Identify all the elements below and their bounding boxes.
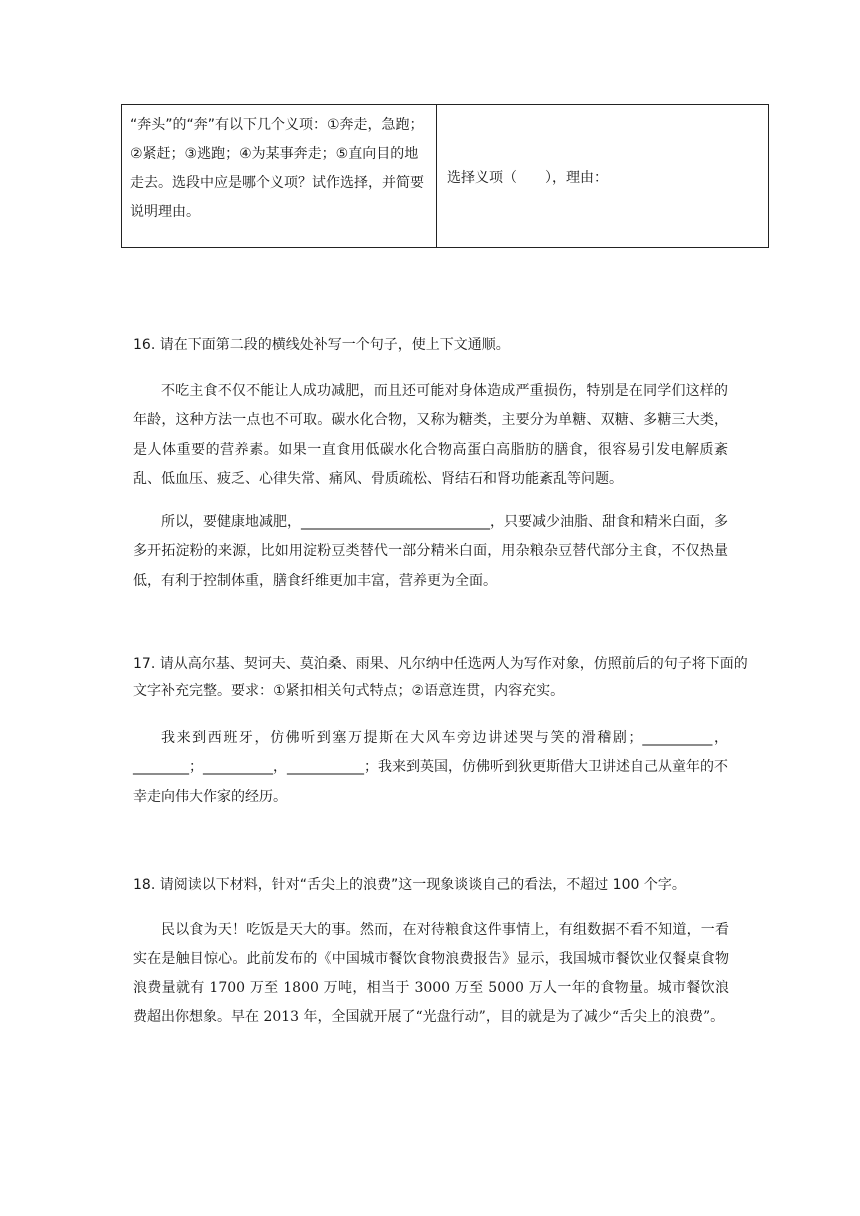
question-table [121, 104, 769, 248]
table-cell-answer [437, 105, 768, 247]
question-17-heading: 17. 请从高尔基、契诃夫、莫泊桑、雨果、凡尔纳中任选两人为写作对象，仿照前后的句子将下面的文字补充完整。要求：①紧扣相关句式特点；②语意连贯，内容充实。 [133, 656, 748, 699]
question-16-paragraph-1: 不吃主食不仅不能让人成功减肥，而且还可能对身体造成严重损伤，特别是在同学们这样的年龄，这种方法一点也不可取。碳水化合物，又称为糖类，主要分为单糖、双糖、多糖三大类，是人体重要的营养素。如果一直食用低碳水化合物高蛋白高脂肪的膳食，很容易引发电解质紊乱、低血压、疲乏、心律失常、痛风、骨质疏松、肾结石和肾功能紊乱等问题。 [133, 383, 728, 487]
question-18-material: 民以食为天！吃饭是天大的事。然而，在对待粮食这件事情上，有组数据不看不知道，一看实在是触目惊心。此前发布的《中国城市餐饮食物浪费报告》显示，我国城市餐饮业仅餐桌食物浪费量就有 1700 万至 1800 万吨，相当于 3000 万至 5000 万人一年的食物量。城市餐饮浪费超出你想象。早在 2013 年，全国就开展了“光盘行动”，目的就是为了减少“舌尖上的浪费”。 [133, 922, 729, 1025]
question-18-heading: 18. 请阅读以下材料，针对“舌尖上的浪费”这一现象谈谈自己的看法，不超过 100 个字。 [133, 877, 686, 893]
answer-prompt: 选择义项（ ），理由： [447, 170, 608, 186]
question-16-paragraph-2: 所以，要健康地减肥，___________________________，只要减少油脂、甜食和精米白面，多多开拓淀粉的来源，比如用淀粉豆类替代一部分精米白面，用杂粮杂豆替代部分主食，不仅热量低，有利于控制体重，膳食纤维更加丰富，营养更为全面。 [133, 514, 728, 589]
question-16-heading: 16. 请在下面第二段的横线处补写一个句子，使上下文通顺。 [133, 337, 510, 353]
question-17-paragraph: 我来到西班牙，仿佛听到塞万提斯在大风车旁边讲述哭与笑的滑稽剧；__________，________；__________，___________；我来到英国，仿佛听到狄更斯借大卫讲述自己从童年的不幸走向伟大作家的经历。 [133, 730, 728, 805]
table-cell-question: “奔头”的“奔”有以下几个义项：①奔走，急跑；②紧赶；③逃跑；④为某事奔走；⑤直向目的地走去。选段中应是哪个义项？试作选择，并简要说明理由。 [122, 105, 437, 247]
